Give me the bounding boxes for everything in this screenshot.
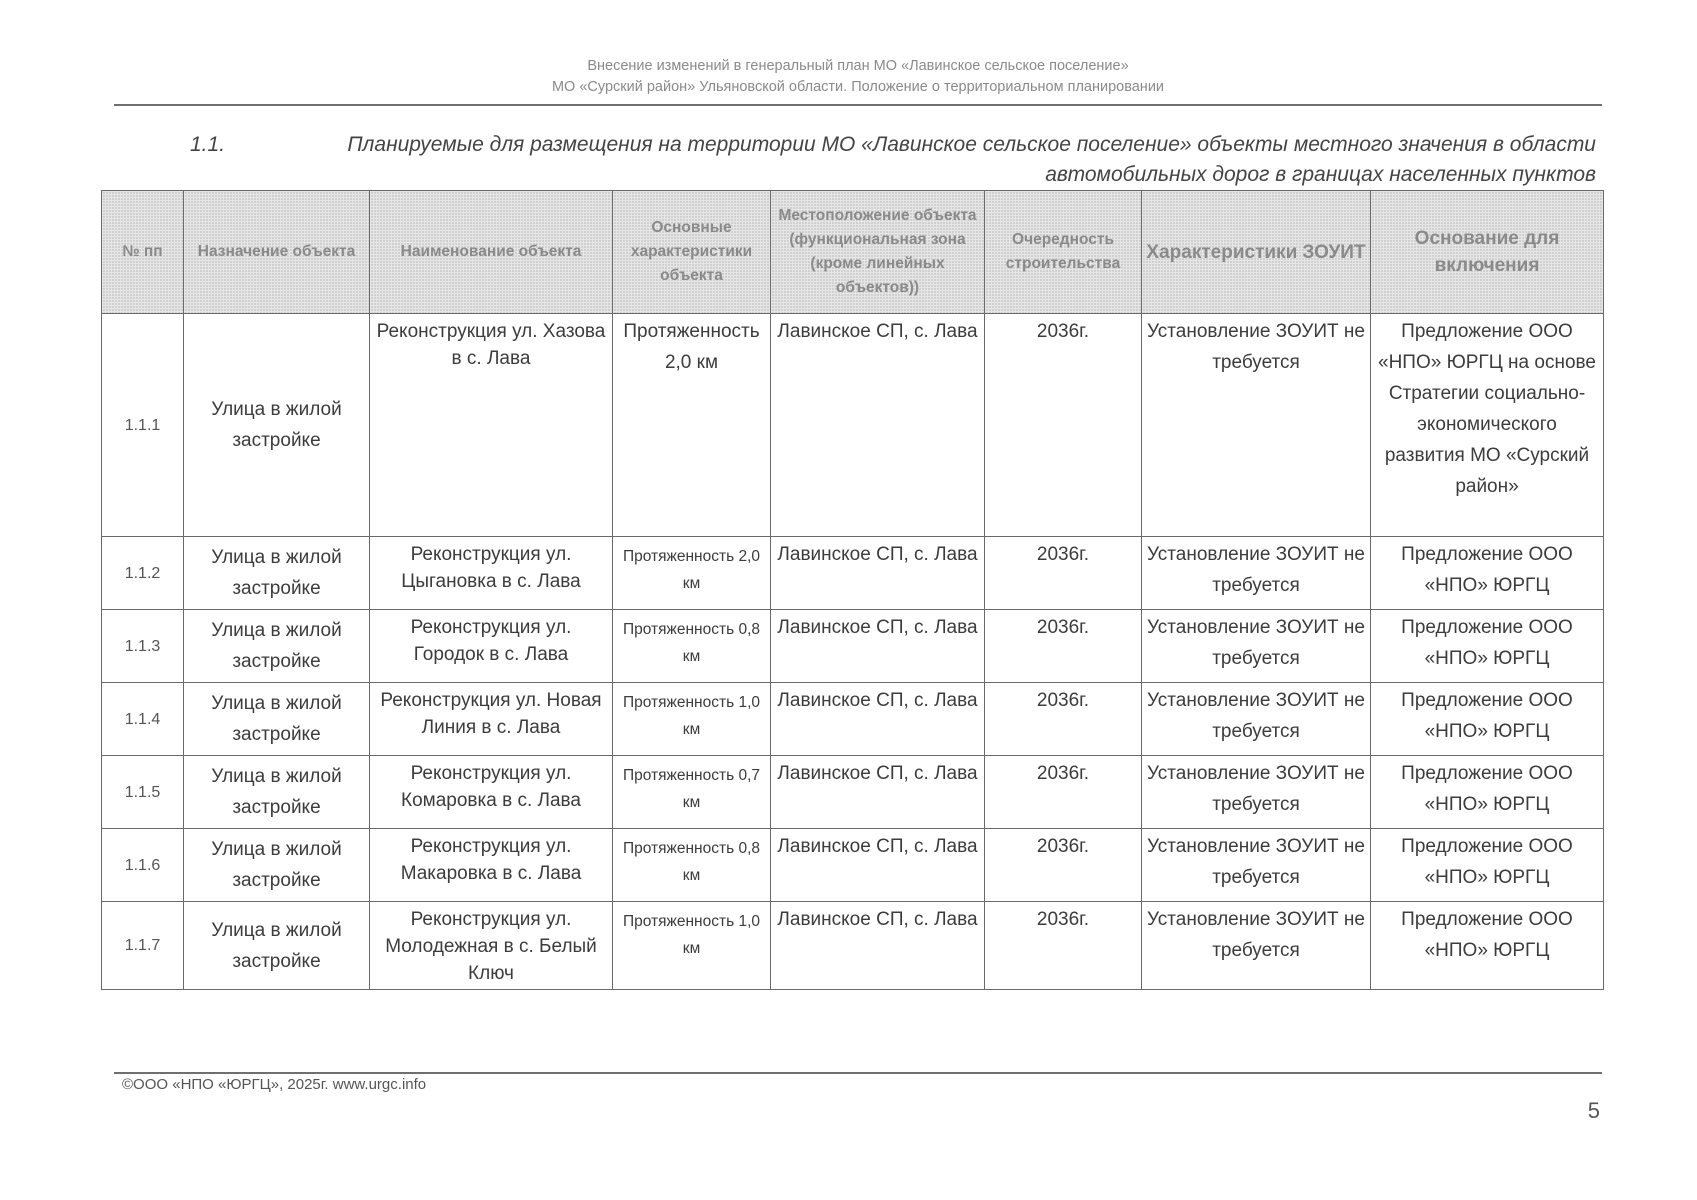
header-line-2: МО «Сурский район» Ульяновской области. Положение о территориальном планировании <box>551 79 1165 95</box>
footer-copyright: ©ООО «НПО «ЮРГЦ», 2025г. www.urgc.info <box>122 1076 427 1093</box>
section-title-line-1: Планируемые для размещения на территории МО «Лавинское сельское поселение» объекты местного значения в области <box>347 133 1596 156</box>
page-header <box>114 56 1602 98</box>
section-title-line-2: автомобильных дорог в границах населенных пунктов <box>1045 163 1596 186</box>
table-row <box>102 829 1604 902</box>
row-location: Лавинское СП, с. Лава <box>771 683 985 756</box>
row-location: Лавинское СП, с. Лава <box>771 829 985 902</box>
row-purpose: Улица в жилой застройке <box>184 829 370 902</box>
footer-divider <box>114 1072 1602 1074</box>
row-zouit: Установление ЗОУИТ не требуется <box>1142 683 1371 756</box>
row-number: 1.1.1 <box>102 314 184 537</box>
row-basis: Предложение ООО «НПО» ЮРГЦ <box>1371 902 1604 990</box>
row-basis: Предложение ООО «НПО» ЮРГЦ на основе Стратегии социально-экономического развития МО «Сурский район» <box>1371 314 1604 537</box>
row-stage: 2036г. <box>985 902 1142 990</box>
row-number: 1.1.5 <box>102 756 184 829</box>
row-purpose: Улица в жилой застройке <box>184 537 370 610</box>
row-basis: Предложение ООО «НПО» ЮРГЦ <box>1371 683 1604 756</box>
row-location: Лавинское СП, с. Лава <box>771 902 985 990</box>
row-stage: 2036г. <box>985 829 1142 902</box>
row-location: Лавинское СП, с. Лава <box>771 610 985 683</box>
column-header-purpose: Назначение объекта <box>184 191 370 314</box>
row-stage: 2036г. <box>985 314 1142 537</box>
row-zouit: Установление ЗОУИТ не требуется <box>1142 610 1371 683</box>
table-row <box>102 314 1604 537</box>
row-purpose: Улица в жилой застройке <box>184 314 370 537</box>
row-name: Реконструкция ул. Макаровка в с. Лава <box>370 829 613 902</box>
table-header-row <box>102 191 1604 314</box>
header-divider <box>114 104 1602 106</box>
row-characteristics: Протяженность 1,0 км <box>613 902 771 990</box>
row-location: Лавинское СП, с. Лава <box>771 756 985 829</box>
row-location: Лавинское СП, с. Лава <box>771 537 985 610</box>
column-header-zouit: Характеристики ЗОУИТ <box>1142 191 1371 314</box>
row-characteristics: Протяженность 0,7 км <box>613 756 771 829</box>
row-name: Реконструкция ул. Хазова в с. Лава <box>370 314 613 537</box>
section-number: 1.1. <box>190 133 226 156</box>
row-basis: Предложение ООО «НПО» ЮРГЦ <box>1371 537 1604 610</box>
row-number: 1.1.4 <box>102 683 184 756</box>
table-row <box>102 683 1604 756</box>
row-characteristics: Протяженность 0,8 км <box>613 829 771 902</box>
row-zouit: Установление ЗОУИТ не требуется <box>1142 537 1371 610</box>
header-line-1: Внесение изменений в генеральный план МО «Лавинское сельское поселение» <box>587 58 1129 74</box>
column-header-number: № пп <box>102 191 184 314</box>
table-row <box>102 902 1604 990</box>
row-name: Реконструкция ул. Цыгановка в с. Лава <box>370 537 613 610</box>
row-number: 1.1.6 <box>102 829 184 902</box>
column-header-name: Наименование объекта <box>370 191 613 314</box>
row-stage: 2036г. <box>985 683 1142 756</box>
row-characteristics: Протяженность 2,0 км <box>613 537 771 610</box>
row-basis: Предложение ООО «НПО» ЮРГЦ <box>1371 756 1604 829</box>
row-location: Лавинское СП, с. Лава <box>771 314 985 537</box>
row-characteristics: Протяженность 2,0 км <box>613 314 771 537</box>
row-purpose: Улица в жилой застройке <box>184 756 370 829</box>
row-number: 1.1.3 <box>102 610 184 683</box>
row-name: Реконструкция ул. Молодежная в с. Белый Ключ <box>370 902 613 990</box>
row-stage: 2036г. <box>985 610 1142 683</box>
table-row <box>102 610 1604 683</box>
section-title <box>190 130 1596 190</box>
objects-table <box>101 190 1604 990</box>
row-zouit: Установление ЗОУИТ не требуется <box>1142 829 1371 902</box>
page-number: 5 <box>1587 1098 1600 1123</box>
row-characteristics: Протяженность 1,0 км <box>613 683 771 756</box>
column-header-stage: Очередность строительства <box>985 191 1142 314</box>
row-zouit: Установление ЗОУИТ не требуется <box>1142 314 1371 537</box>
table-row <box>102 756 1604 829</box>
row-stage: 2036г. <box>985 537 1142 610</box>
row-number: 1.1.7 <box>102 902 184 990</box>
row-stage: 2036г. <box>985 756 1142 829</box>
row-purpose: Улица в жилой застройке <box>184 902 370 990</box>
row-basis: Предложение ООО «НПО» ЮРГЦ <box>1371 829 1604 902</box>
column-header-basis: Основание для включения <box>1371 191 1604 314</box>
row-purpose: Улица в жилой застройке <box>184 683 370 756</box>
table-row <box>102 537 1604 610</box>
row-name: Реконструкция ул. Новая Линия в с. Лава <box>370 683 613 756</box>
column-header-characteristics: Основные характеристики объекта <box>613 191 771 314</box>
row-characteristics: Протяженность 0,8 км <box>613 610 771 683</box>
row-purpose: Улица в жилой застройке <box>184 610 370 683</box>
row-number: 1.1.2 <box>102 537 184 610</box>
row-zouit: Установление ЗОУИТ не требуется <box>1142 902 1371 990</box>
column-header-location: Местоположение объекта (функциональная зона (кроме линейных объектов)) <box>771 191 985 314</box>
row-basis: Предложение ООО «НПО» ЮРГЦ <box>1371 610 1604 683</box>
row-zouit: Установление ЗОУИТ не требуется <box>1142 756 1371 829</box>
row-name: Реконструкция ул. Городок в с. Лава <box>370 610 613 683</box>
row-name: Реконструкция ул. Комаровка в с. Лава <box>370 756 613 829</box>
